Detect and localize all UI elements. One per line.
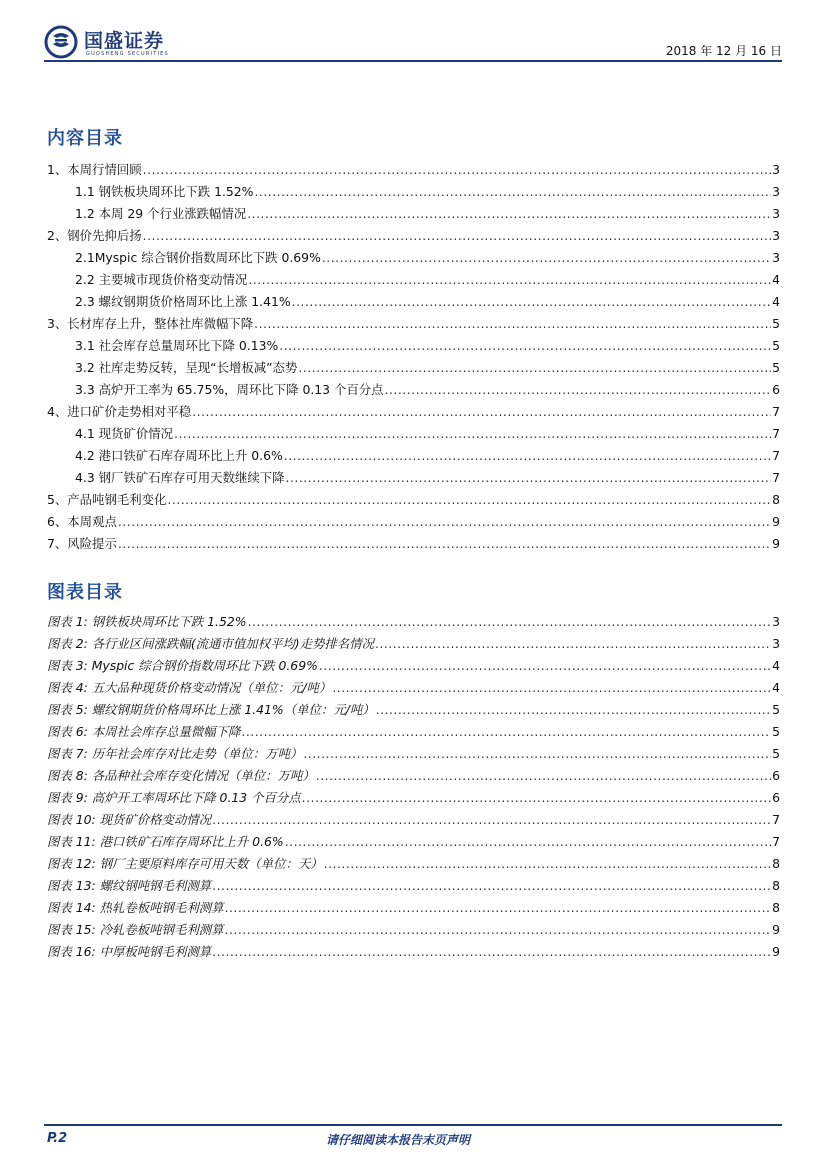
entry-label: 4.3 钢厂铁矿石库存可用天数继续下降 <box>75 470 285 485</box>
entry-page-number: 3 <box>772 228 780 243</box>
figure-entry[interactable] <box>47 875 780 897</box>
dot-leader <box>375 633 771 655</box>
entry-page-number: 3 <box>772 206 780 221</box>
entry-page-number: 4 <box>772 658 780 673</box>
entry-page-number: 5 <box>772 360 780 375</box>
dot-leader <box>285 831 771 853</box>
entry-label: 图表 15: 冷轧卷板吨钢毛利测算 <box>47 922 224 937</box>
dot-leader <box>279 335 771 357</box>
entry-label: 图表 1: 钢铁板块周环比下跌 1.52% <box>47 614 247 629</box>
disclaimer-note: 请仔细阅读本报告末页声明 <box>326 1133 471 1147</box>
toc-entry[interactable] <box>47 291 780 313</box>
figure-entry[interactable] <box>47 853 780 875</box>
figure-entry[interactable] <box>47 743 780 765</box>
entry-label: 7、风险提示 <box>47 536 117 551</box>
dot-leader <box>385 379 772 401</box>
figure-entry[interactable] <box>47 633 780 655</box>
dot-leader <box>118 511 771 533</box>
toc-entry[interactable] <box>47 489 780 511</box>
dot-leader <box>143 225 771 247</box>
entry-page-number: 8 <box>772 856 780 871</box>
entry-page-number: 7 <box>772 404 780 419</box>
figure-entry[interactable] <box>47 941 780 963</box>
entry-page-number: 4 <box>772 294 780 309</box>
dot-leader <box>212 875 771 897</box>
entry-label: 图表 10: 现货矿价格变动情况 <box>47 812 212 827</box>
toc-entry[interactable] <box>47 511 780 533</box>
entry-page-number: 3 <box>772 614 780 629</box>
entry-label: 图表 16: 中厚板吨钢毛利测算 <box>47 944 212 959</box>
figure-entry[interactable] <box>47 699 780 721</box>
entry-label: 3、长材库存上升，整体社库微幅下降 <box>47 316 254 331</box>
entry-label: 2.1Myspic 综合钢价指数周环比下跌 0.69% <box>75 250 321 265</box>
toc-entry[interactable] <box>47 269 780 291</box>
entry-label: 图表 13: 螺纹钢吨钢毛利测算 <box>47 878 212 893</box>
dot-leader <box>302 787 771 809</box>
figure-entry[interactable] <box>47 809 780 831</box>
dot-leader <box>332 677 771 699</box>
entry-label: 4、进口矿价走势相对平稳 <box>47 404 192 419</box>
figure-entry[interactable] <box>47 787 780 809</box>
entry-label: 图表 6: 本周社会库存总量微幅下降 <box>47 724 241 739</box>
logo-name: 国盛证券 <box>84 30 165 52</box>
entry-page-number: 3 <box>772 162 780 177</box>
entry-page-number: 3 <box>772 250 780 265</box>
entry-page-number: 5 <box>772 724 780 739</box>
entry-label: 图表 11: 港口铁矿石库存周环比上升 0.6% <box>47 834 284 849</box>
dot-leader <box>248 269 771 291</box>
entry-label: 6、本周观点 <box>47 514 117 529</box>
entry-page-number: 6 <box>772 768 780 783</box>
figure-entry[interactable] <box>47 765 780 787</box>
toc-entry[interactable] <box>47 335 780 357</box>
entry-label: 图表 8: 各品种社会库存变化情况（单位：万吨） <box>47 768 315 783</box>
report-date: 2018 年 12 月 16 日 <box>665 44 782 58</box>
dot-leader <box>192 401 771 423</box>
logo-icon <box>44 24 88 60</box>
figure-entry[interactable] <box>47 677 780 699</box>
contents-title: 内容目录 <box>47 128 123 149</box>
entry-page-number: 4 <box>772 272 780 287</box>
entry-label: 3.1 社会库存总量周环比下降 0.13% <box>75 338 279 353</box>
entry-label: 图表 4: 五大品种现货价格变动情况（单位：元/吨） <box>47 680 332 695</box>
entry-page-number: 5 <box>772 316 780 331</box>
entry-page-number: 6 <box>772 790 780 805</box>
entry-label: 图表 12: 钢厂主要原料库存可用天数（单位：天） <box>47 856 323 871</box>
entry-label: 1.2 本周 29 个行业涨跌幅情况 <box>75 206 247 221</box>
dot-leader <box>376 699 771 721</box>
entry-page-number: 7 <box>772 426 780 441</box>
entry-label: 4.2 港口铁矿石库存周环比上升 0.6% <box>75 448 283 463</box>
entry-page-number: 7 <box>772 812 780 827</box>
dot-leader <box>241 721 771 743</box>
dot-leader <box>322 247 771 269</box>
dot-leader <box>324 853 771 875</box>
dot-leader <box>212 809 771 831</box>
dot-leader <box>316 765 771 787</box>
toc-entry[interactable] <box>47 445 780 467</box>
entry-page-number: 7 <box>772 834 780 849</box>
toc-entry[interactable] <box>47 159 780 181</box>
toc-entry[interactable] <box>47 203 780 225</box>
entry-page-number: 3 <box>772 636 780 651</box>
dot-leader <box>118 533 771 555</box>
entry-page-number: 4 <box>772 680 780 695</box>
figure-entry[interactable] <box>47 897 780 919</box>
dot-leader <box>212 941 771 963</box>
header-divider <box>44 60 782 62</box>
entry-page-number: 8 <box>772 900 780 915</box>
dot-leader <box>284 445 771 467</box>
entry-label: 图表 14: 热轧卷板吨钢毛利测算 <box>47 900 224 915</box>
entry-page-number: 3 <box>772 184 780 199</box>
toc-entry[interactable] <box>47 379 780 401</box>
entry-label: 图表 5: 螺纹钢期货价格周环比上涨 1.41%（单位：元/吨） <box>47 702 375 717</box>
entry-page-number: 5 <box>772 746 780 761</box>
toc-entry[interactable] <box>47 467 780 489</box>
entry-page-number: 9 <box>772 514 780 529</box>
figure-entry[interactable] <box>47 919 780 941</box>
logo-subtitle: GUOSHENG SECURITIES <box>86 51 169 57</box>
figures-title: 图表目录 <box>47 582 123 603</box>
dot-leader <box>286 467 772 489</box>
footer-divider <box>44 1124 782 1126</box>
toc-entry[interactable] <box>47 401 780 423</box>
entry-page-number: 5 <box>772 338 780 353</box>
entry-page-number: 9 <box>772 922 780 937</box>
entry-page-number: 6 <box>772 382 780 397</box>
dot-leader <box>174 423 771 445</box>
entry-label: 2、钢价先抑后扬 <box>47 228 142 243</box>
entry-label: 1.1 钢铁板块周环比下跌 1.52% <box>75 184 254 199</box>
entry-page-number: 8 <box>772 878 780 893</box>
entry-label: 1、本周行情回顾 <box>47 162 142 177</box>
toc-entry[interactable] <box>47 423 780 445</box>
dot-leader <box>319 655 771 677</box>
entry-page-number: 7 <box>772 448 780 463</box>
toc-entry[interactable] <box>47 533 780 555</box>
dot-leader <box>254 313 771 335</box>
figure-entry[interactable] <box>47 721 780 743</box>
contents-list <box>47 159 780 555</box>
toc-entry[interactable] <box>47 225 780 247</box>
dot-leader <box>167 489 771 511</box>
dot-leader <box>225 919 772 941</box>
entry-page-number: 9 <box>772 536 780 551</box>
entry-label: 图表 2: 各行业区间涨跌幅(流通市值加权平均)走势排名情况 <box>47 636 374 651</box>
entry-label: 图表 3: Myspic 综合钢价指数周环比下跌 0.69% <box>47 658 318 673</box>
figure-entry[interactable] <box>47 611 780 633</box>
entry-label: 2.2 主要城市现货价格变动情况 <box>75 272 248 287</box>
entry-label: 2.3 螺纹钢期货价格周环比上涨 1.41% <box>75 294 291 309</box>
entry-label: 图表 7: 历年社会库存对比走势（单位：万吨） <box>47 746 303 761</box>
toc-entry[interactable] <box>47 313 780 335</box>
dot-leader <box>143 159 771 181</box>
figure-entry[interactable] <box>47 831 780 853</box>
dot-leader <box>248 611 772 633</box>
entry-label: 3.2 社库走势反转，呈现“长增板减”态势 <box>75 360 298 375</box>
dot-leader <box>303 743 771 765</box>
page-header <box>44 22 782 64</box>
entry-page-number: 8 <box>772 492 780 507</box>
toc-entry[interactable] <box>47 357 780 379</box>
entry-label: 4.1 现货矿价情况 <box>75 426 173 441</box>
entry-label: 图表 9: 高炉开工率周环比下降 0.13 个百分点 <box>47 790 301 805</box>
entry-page-number: 7 <box>772 470 780 485</box>
toc-entry[interactable] <box>47 181 780 203</box>
entry-label: 3.3 高炉开工率为 65.75%，周环比下降 0.13 个百分点 <box>75 382 384 397</box>
page-number: P.2 <box>47 1131 68 1146</box>
figures-list <box>47 611 780 963</box>
dot-leader <box>298 357 771 379</box>
dot-leader <box>247 203 771 225</box>
entry-page-number: 9 <box>772 944 780 959</box>
dot-leader <box>225 897 772 919</box>
figure-entry[interactable] <box>47 655 780 677</box>
entry-page-number: 5 <box>772 702 780 717</box>
dot-leader <box>292 291 771 313</box>
dot-leader <box>254 181 771 203</box>
toc-entry[interactable] <box>47 247 780 269</box>
entry-label: 5、产品吨钢毛利变化 <box>47 492 167 507</box>
